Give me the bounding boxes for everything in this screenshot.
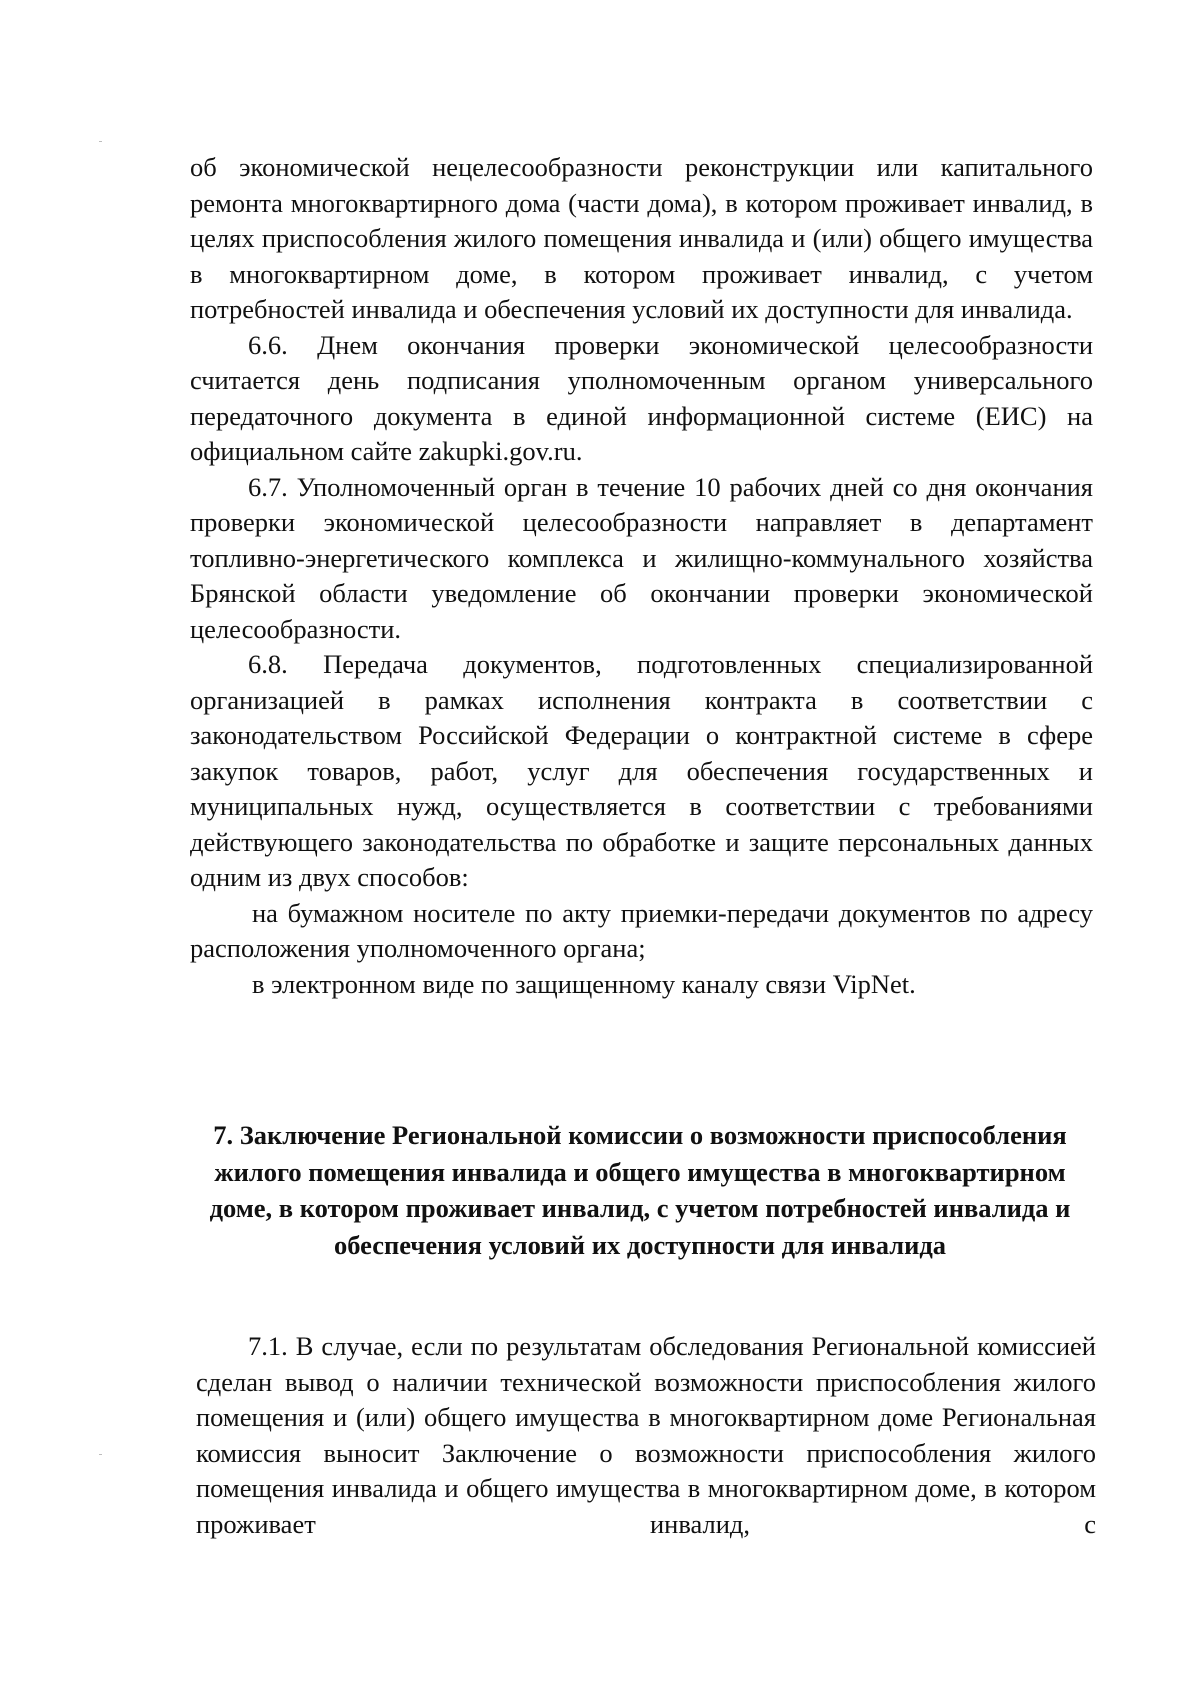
paragraph-6-8: 6.8. Передача документов, подготовленных специализированной организацией в рамках исполнения контракта в соответствии с законодательством Российской Федерации о контрактной системе в сфере закупок товаров, работ, услуг для обеспечения государственных и муниципальных нужд, осуществляется в соответствии с требованиями действующего законодательства по обработке и защите персональных данных одним из двух способов: — [190, 649, 1093, 892]
scan-margin-mark — [99, 141, 102, 142]
paragraph-7-1: 7.1. В случае, если по результатам обследования Региональной комиссией сделан вывод о наличии технической возможности приспособления жилого помещения и (или) общего имущества в многоквартирном доме Региональная комиссия выносит Заключение о возможности приспособления жилого помещения инвалида и общего имущества в многоквартирном доме, в котором проживает инвалид, с — [196, 1331, 1096, 1539]
continuation-paragraph: об экономической нецелесообразности реконструкции или капитального ремонта многоквартирного дома (части дома), в котором проживает инвалид, в целях приспособления жилого помещения инвалида и (или) общего имущества в многоквартирном доме, в котором проживает инвалид, с учетом потребностей инвалида и обеспечения условий их доступности для инвалида. — [190, 152, 1093, 324]
transfer-method-paper: на бумажном носителе по акту приемки-передачи документов по адресу расположения уполномоченного органа; — [190, 897, 1093, 963]
paragraph-6-6: 6.6. Днем окончания проверки экономической целесообразности считается день подписания уполномоченным органом универсального передаточного документа в единой информационной системе (ЕИС) на официальном сайте zakupki.gov.ru. — [190, 329, 1093, 466]
transfer-method-electronic: в электронном виде по защищенному каналу связи VipNet. — [252, 968, 916, 999]
section-7-heading: 7. Заключение Региональной комиссии о возможности приспособления жилого помещения инвалида и общего имущества в многоквартирном доме, в котором проживает инвалид, с учетом потребностей инвалида и обеспечения условий их доступности для инвалида — [209, 1120, 1071, 1260]
paragraph-6-7: 6.7. Уполномоченный орган в течение 10 рабочих дней со дня окончания проверки экономической целесообразности направляет в департамент топливно-энергетического комплекса и жилищно-коммунального хозяйства Брянской области уведомление об окончании проверки экономической целесообразности. — [190, 471, 1093, 644]
section-7-text — [196, 1329, 1096, 1542]
section-6-text — [190, 150, 1093, 1002]
scan-margin-mark — [99, 1454, 102, 1455]
